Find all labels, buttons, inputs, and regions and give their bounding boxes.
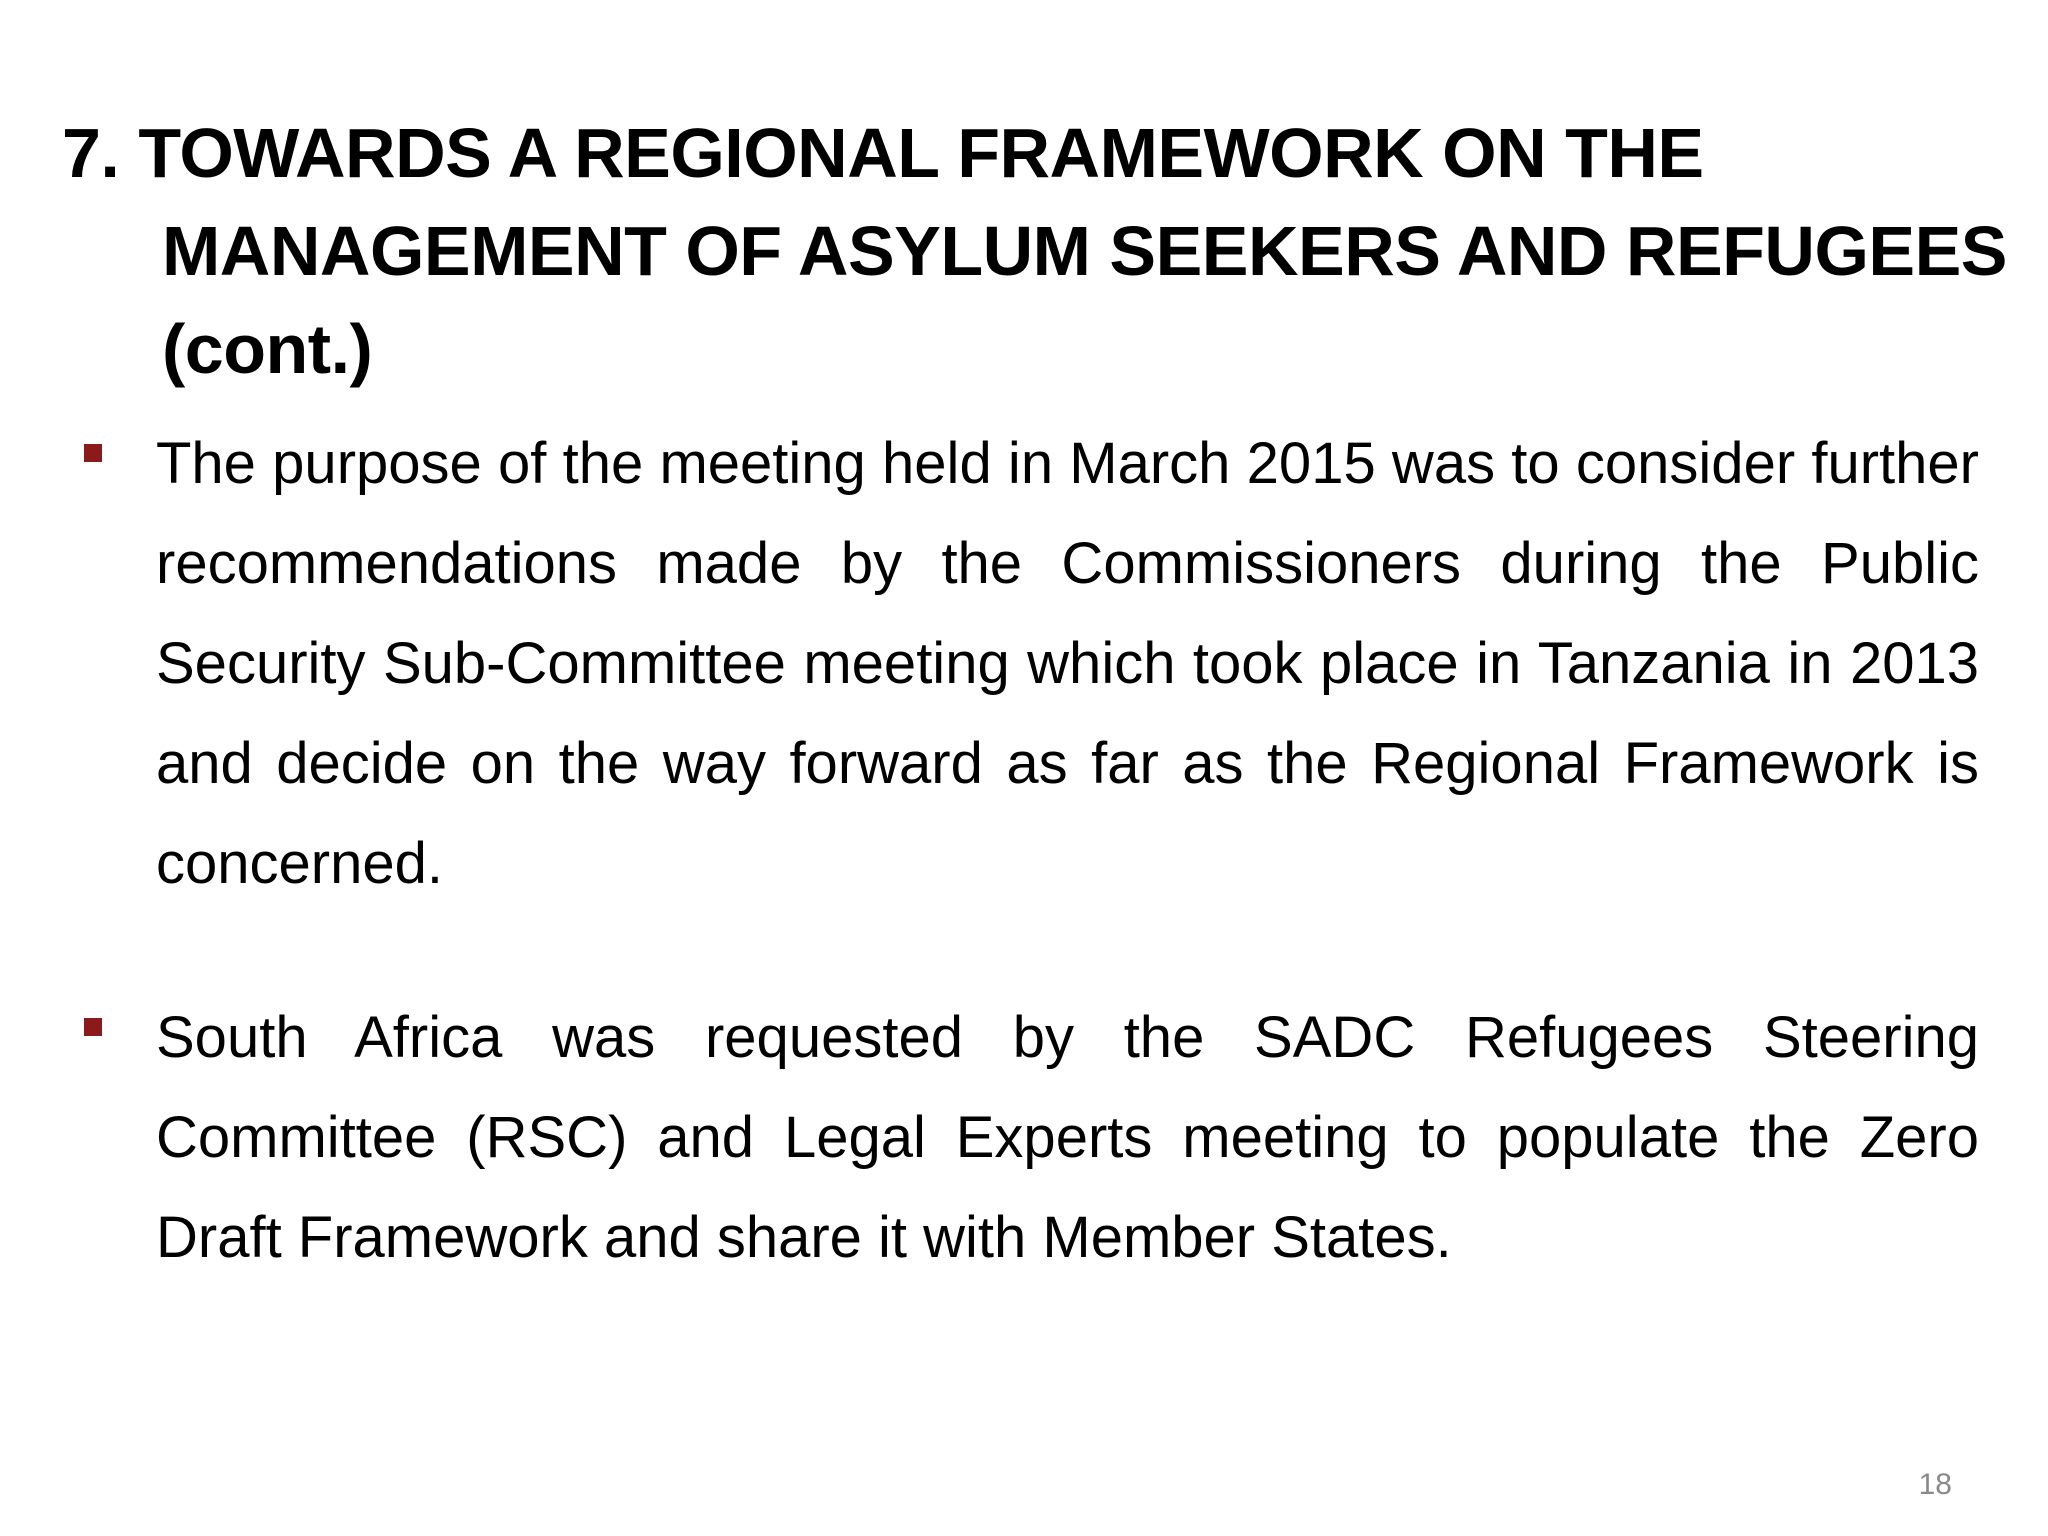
bullet-text: The purpose of the meeting held in March 2015 was to consider further recommendations made by the Commissioners during the Public Security Sub-Committee meeting which took place in Tanzania in 2013 and decide on the way forward as far as the Regional Framework is concerned. [156,431,1979,896]
bullet-item [82,414,1979,914]
bullet-list [82,414,1979,1362]
page-number: 18 [1918,1468,1952,1501]
square-bullet-icon [84,444,102,462]
square-bullet-icon [84,1018,102,1036]
bullet-text: South Africa was requested by the SADC Refugees Steering Committee (RSC) and Legal Experts meeting to populate the Zero Draft Framework and share it with Member States. [156,1005,1979,1270]
bullet-item [82,988,1979,1288]
slide-title: 7. TOWARDS A REGIONAL FRAMEWORK ON THE MANAGEMENT OF ASYLUM SEEKERS AND REFUGEES (cont.) [62,114,2007,388]
